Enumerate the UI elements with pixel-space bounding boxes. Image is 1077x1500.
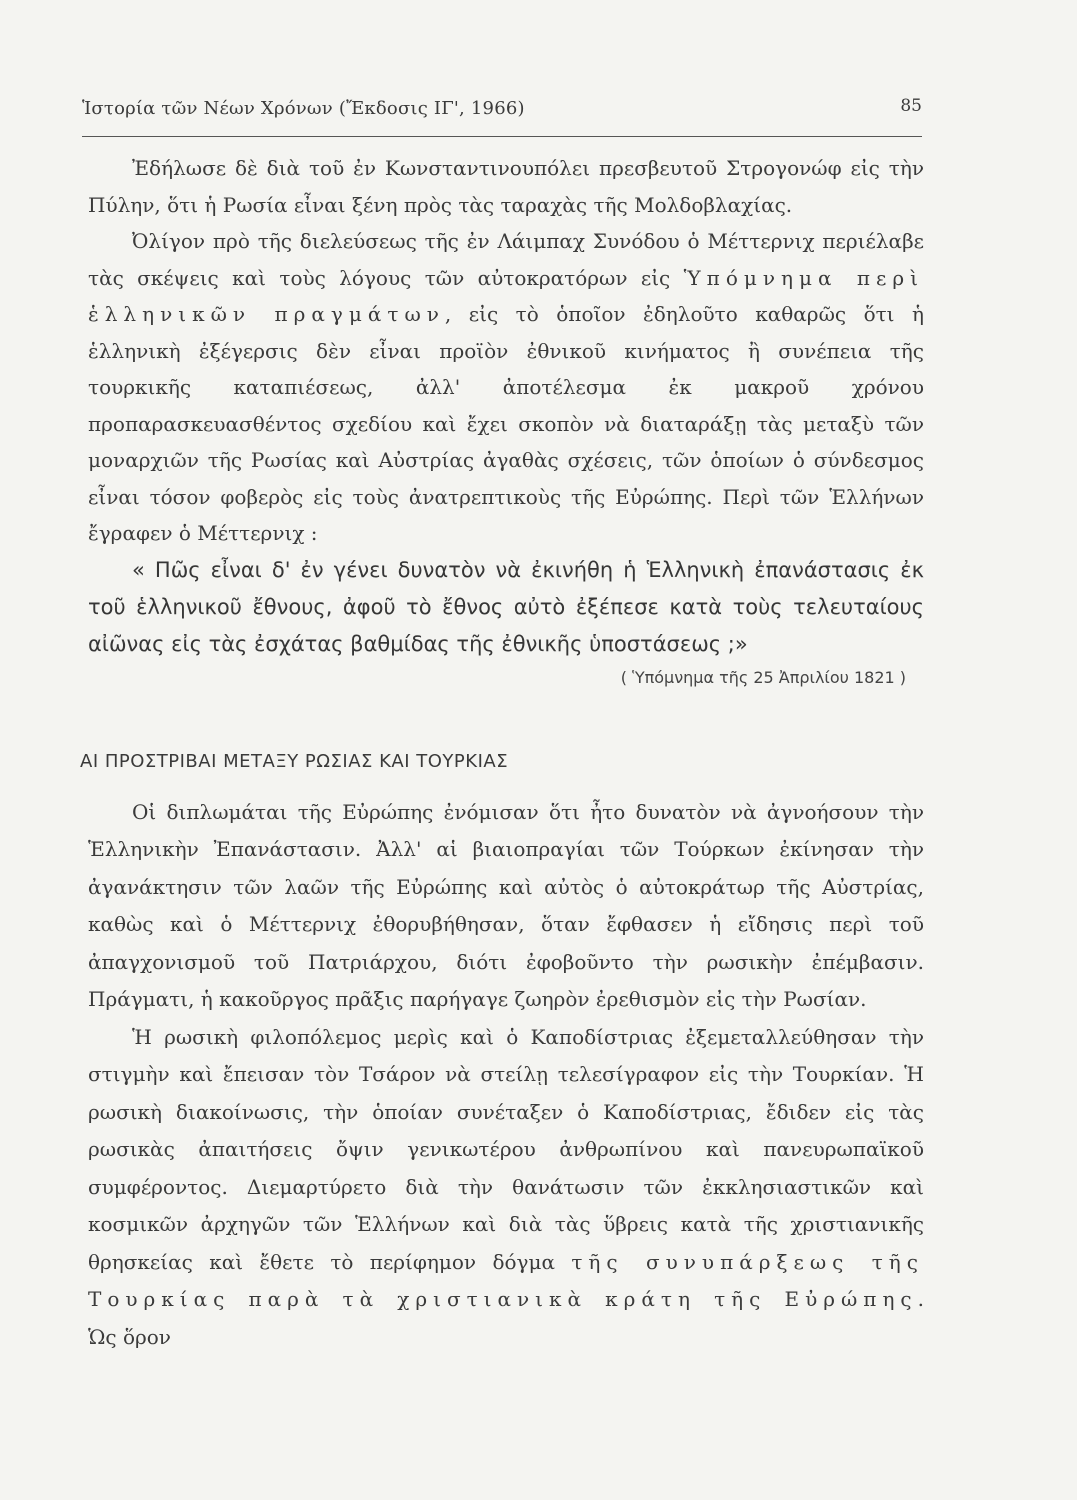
paragraph-text: , εἰς τὸ ὁποῖον ἐδηλοῦτο καθαρῶς ὅτι ἡ ἑλληνικὴ ἐξέγερσις δὲν εἶναι προϊὸν ἐθνικοῦ κινήματος ἢ συνέπεια τῆς τουρκικῆς καταπιέσεως, ἀλλ' ἀποτέλεσμα ἐκ μακροῦ χρόνου προπαρασκευασθέντος σχεδίου καὶ ἔχει σκοπὸν νὰ διαταράξῃ τὰς μεταξὺ τῶν μοναρχιῶν τῆς Ρωσίας καὶ Αὐστρίας ἀγαθὰς σχέσεις, τῶν ὁποίων ὁ σύνδεσμος εἶναι τόσον φοβερὸς εἰς τοὺς ἀνατρεπτικοὺς τῆς Εὐρώπης. Περὶ τῶν Ἑλλήνων ἔγραφεν ὁ Μέττερνιχ :	[88, 302, 924, 545]
block-quote: « Πῶς εἶναι δ' ἐν γένει δυνατὸν νὰ ἐκινήθη ἡ Ἑλληνικὴ ἐπανάστασις ἐκ τοῦ ἑλληνικοῦ ἔθνους, ἀφοῦ τὸ ἔθνος αὐτὸ ἐξέπεσε κατὰ τοὺς τελευταίους αἰῶνας εἰς τὰς ἐσχάτας βαθμίδας τῆς ἐθνικῆς ὑποστάσεως ;»	[88, 557, 924, 656]
paragraph	[88, 223, 924, 552]
spaced-phrase: τῆς συνυπάρξεως τῆς Τουρκίας παρὰ τὰ χριστιανικὰ κράτη τῆς Εὐρώπης	[88, 1249, 924, 1311]
body-text	[80, 150, 924, 1356]
paragraph: Οἱ διπλωμάται τῆς Εὐρώπης ἐνόμισαν ὅτι ἦτο δυνατὸν νὰ ἀγνοήσουν τὴν Ἑλληνικὴν Ἐπανάστασιν. Ἀλλ' αἱ βιαιοπραγίαι τῶν Τούρκων ἐκίνησαν τὴν ἀγανάκτησιν τῶν λαῶν τῆς Εὐρώπης καὶ αὐτὸς ὁ αὐτοκράτωρ τῆς Αὐστρίας, καθὼς καὶ ὁ Μέττερνιχ ἐθορυβήθησαν, ὅταν ἔφθασεν ἡ εἴδησις περὶ τοῦ ἀπαγχονισμοῦ τοῦ Πατριάρχου, διότι ἐφοβοῦντο τὴν ρωσικὴν ἐπέμβασιν. Πράγματι, ἡ κακοῦργος πρᾶξις παρήγαγε ζωηρὸν ἐρεθισμὸν εἰς τὴν Ρωσίαν.	[88, 799, 924, 1011]
page-number: 85	[900, 96, 922, 116]
paragraph-text: . Ὡς ὅρον	[88, 1287, 924, 1349]
running-title: Ἱστορία τῶν Νέων Χρόνων (Ἔκδοσις ΙΓ', 1966)	[82, 98, 525, 119]
section-body	[88, 794, 924, 1357]
running-head	[82, 96, 922, 130]
paragraph: Ἐδήλωσε δὲ διὰ τοῦ ἐν Κωνσταντινουπόλει πρεσβευτοῦ Στρογονώφ εἰς τὴν Πύλην, ὅτι ἡ Ρωσία εἶναι ξένη πρὸς τὰς ταραχὰς τῆς Μολδοβλαχίας.	[88, 156, 924, 217]
section-heading: ΑΙ ΠΡΟΣΤΡΙΒΑΙ ΜΕΤΑΞΥ ΡΩΣΙΑΣ ΚΑΙ ΤΟΥΡΚΙΑΣ	[80, 750, 509, 772]
paragraph-text: Ἡ ρωσικὴ φιλοπόλεμος μερὶς καὶ ὁ Καποδίστριας ἐξεμεταλλεύθησαν τὴν στιγμὴν καὶ ἔπεισαν τὸν Τσάρον νὰ στείλῃ τελεσίγραφον εἰς τὴν Τουρκίαν. Ἡ ρωσικὴ διακοίνωσις, τὴν ὁποίαν συνέταξεν ὁ Καποδίστριας, ἔδιδεν εἰς τὰς ρωσικὰς ἀπαιτήσεις ὄψιν γενικωτέρου ἀνθρωπίνου καὶ πανευρωπαϊκοῦ συμφέροντος. Διεμαρτύρετο διὰ τὴν θανάτωσιν τῶν ἐκκλησιαστικῶν καὶ κοσμικῶν ἀρχηγῶν τῶν Ἑλλήνων καὶ διὰ τὰς ὕβρεις κατὰ τῆς χριστιανικῆς θρησκείας καὶ ἔθετε τὸ περίφημον δόγμα	[88, 1024, 924, 1274]
spaced-title: Ὑπόμνημα περὶ ἑλληνικῶν πραγμάτων	[88, 265, 924, 326]
quote-citation: ( Ὑπόμνημα τῆς 25 Ἀπριλίου 1821 )	[620, 667, 906, 687]
paragraph-text: Ὀλίγον πρὸ τῆς διελεύσεως τῆς ἐν Λάιμπαχ Συνόδου ὁ Μέττερνιχ περιέλαβε τὰς σκέψεις καὶ τοὺς λόγους τῶν αὐτοκρατόρων εἰς	[88, 229, 924, 290]
paragraph	[88, 1019, 924, 1357]
header-rule	[82, 136, 922, 137]
